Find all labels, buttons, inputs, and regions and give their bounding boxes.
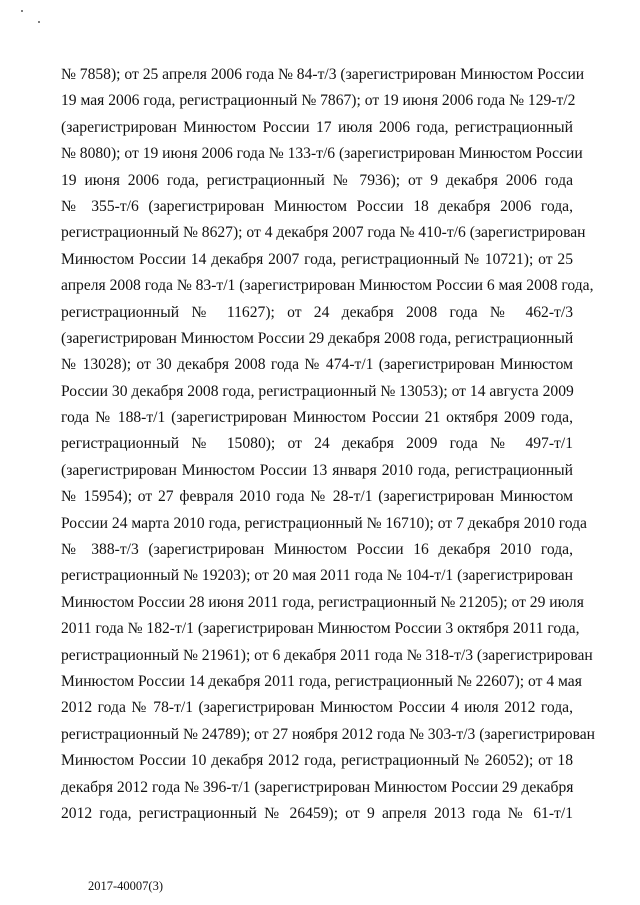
text-line: № 8080); от 19 июня 2006 года № 133-т/6 (зарегистрирован Минюстом России [61,145,583,163]
text-line: Минюстом России 14 декабря 2011 года, регистрационный № 22607); от 4 мая [61,672,582,690]
scan-speck [38,21,40,23]
text-line: Минюстом России 28 июня 2011 года, регистрационный № 21205); от 29 июля [61,593,584,611]
text-line: регистрационный № 24789); от 27 ноября 2012 года № 303-т/3 (зарегистрирован [61,725,596,743]
text-line: (зарегистрирован Минюстом России 13 января 2010 года, регистрационный [61,461,573,479]
text-line: Минюстом России 10 декабря 2012 года, регистрационный № 26052); от 18 [61,752,573,770]
text-line: апреля 2008 года № 83-т/1 (зарегистрирован Минюстом России 6 мая 2008 года, [61,277,594,295]
text-line: Минюстом России 14 декабря 2007 года, регистрационный № 10721); от 25 [61,250,573,268]
text-line: (зарегистрирован Минюстом России 17 июля 2006 года, регистрационный [61,118,573,136]
text-line: России 24 марта 2010 года, регистрационный № 16710); от 7 декабря 2010 года [61,514,587,532]
document-body-text [61,62,596,827]
document-footer-code: 2017-40007(3) [88,879,163,893]
text-line: регистрационный № 21961); от 6 декабря 2011 года № 318-т/3 (зарегистрирован [61,646,593,664]
text-line: 2011 года № 182-т/1 (зарегистрирован Минюстом России 3 октября 2011 года, [61,620,580,638]
scan-speck [21,10,23,12]
text-line: 19 июня 2006 года, регистрационный № 7936); от 9 декабря 2006 года [61,171,573,189]
text-line: декабря 2012 года № 396-т/1 (зарегистрирован Минюстом России 29 декабря [61,778,574,796]
text-line: № 355-т/6 (зарегистрирован Минюстом России 18 декабря 2006 года, [61,197,573,215]
text-line: регистрационный № 15080); от 24 декабря 2009 года № 497-т/1 [61,435,573,453]
text-line: России 30 декабря 2008 года, регистрационный № 13053); от 14 августа 2009 [61,382,574,400]
text-line: регистрационный № 8627); от 4 декабря 2007 года № 410-т/6 (зарегистрирован [61,224,586,242]
text-line: (зарегистрирован Минюстом России 29 декабря 2008 года, регистрационный [61,329,574,347]
text-line: № 15954); от 27 февраля 2010 года № 28-т/1 (зарегистрирован Минюстом [61,488,573,506]
text-line: года № 188-т/1 (зарегистрирован Минюстом России 21 октября 2009 года, [61,409,573,427]
text-line: № 13028); от 30 декабря 2008 года № 474-т/1 (зарегистрирован Минюстом [61,356,573,374]
text-line: регистрационный № 11627); от 24 декабря 2008 года № 462-т/3 [61,303,573,321]
text-line: 2012 года, регистрационный № 26459); от 9 апреля 2013 года № 61-т/1 [61,804,573,822]
text-line: № 7858); от 25 апреля 2006 года № 84-т/3 (зарегистрирован Минюстом России [61,66,585,83]
text-line: 19 мая 2006 года, регистрационный № 7867); от 19 июня 2006 года № 129-т/2 [61,92,576,110]
text-line: регистрационный № 19203); от 20 мая 2011 года № 104-т/1 (зарегистрирован [61,567,573,585]
text-line: 2012 года № 78-т/1 (зарегистрирован Минюстом России 4 июля 2012 года, [61,699,573,717]
text-line: № 388-т/3 (зарегистрирован Минюстом России 16 декабря 2010 года, [61,541,573,559]
